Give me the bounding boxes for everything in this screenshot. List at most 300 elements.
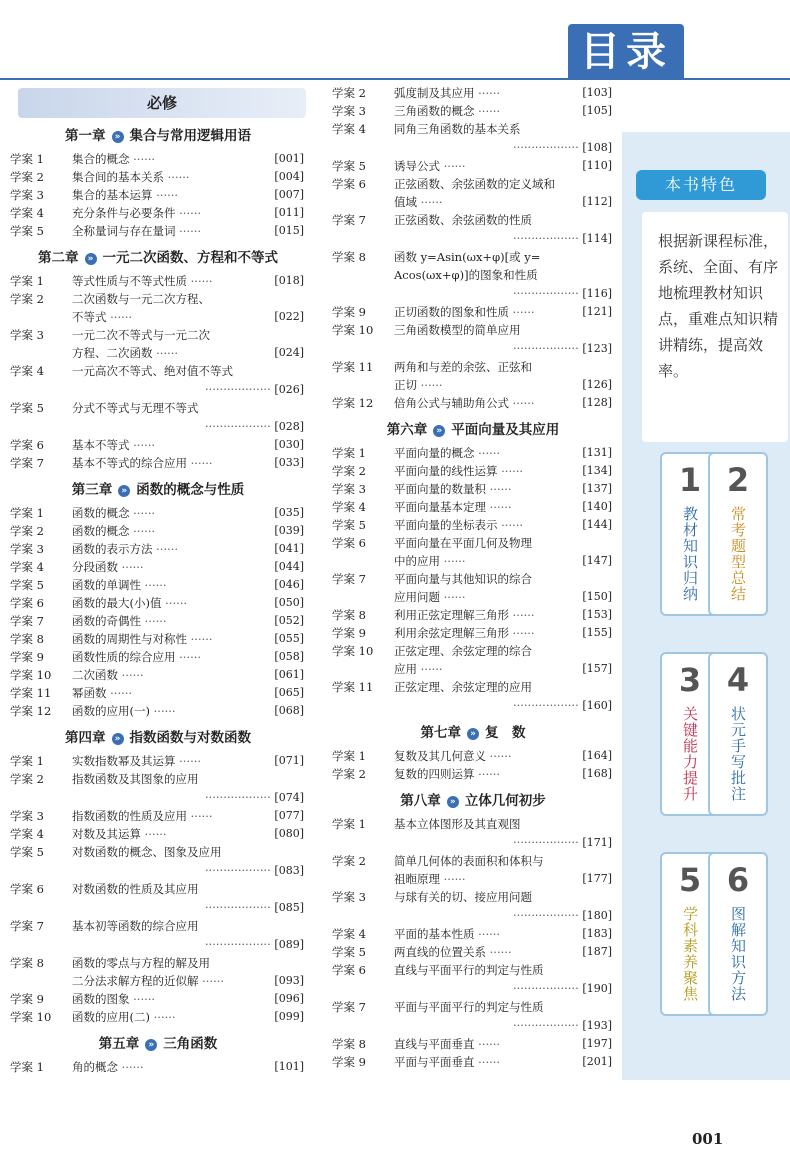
entry-label: 学案 10 xyxy=(10,1010,52,1024)
entry-page: [153] xyxy=(582,608,612,621)
entry-page-line xyxy=(394,229,612,248)
entry-page-line xyxy=(72,898,304,917)
entry-title-line xyxy=(394,444,612,462)
entry-title: 函数的奇偶性 xyxy=(72,614,141,628)
entry-page: [035] xyxy=(274,506,304,519)
entry-page: [190] xyxy=(582,982,612,995)
toc-entry xyxy=(332,102,614,120)
entry-title: 平面向量与其他知识的综合 xyxy=(394,572,532,586)
entry-title-line xyxy=(394,248,612,266)
entry-page: [140] xyxy=(582,500,612,513)
toc-entry xyxy=(332,480,614,498)
dot-leader: ······ xyxy=(474,86,501,100)
entry-page-line xyxy=(72,788,304,807)
entry-title: 平面向量的概念 xyxy=(394,446,475,460)
badge-number: 1 xyxy=(678,461,702,499)
entry-title: 平面向量在平面几何及物理 xyxy=(394,536,532,550)
entry-title: 复数及其几何意义 xyxy=(394,749,486,763)
entry-page: [193] xyxy=(582,1019,612,1032)
dot-leader: ·················· xyxy=(204,900,275,914)
dot-leader: ·················· xyxy=(204,937,275,951)
entry-page: [039] xyxy=(274,524,304,537)
entry-page: [103] xyxy=(582,86,612,99)
entry-title-line xyxy=(394,570,612,588)
entry-page: [128] xyxy=(582,396,612,409)
entry-label: 学案 2 xyxy=(332,854,366,868)
toc-entry xyxy=(10,399,306,436)
entry-page-line xyxy=(72,935,304,954)
entry-title-line xyxy=(72,344,304,362)
entry-title-line xyxy=(394,747,612,765)
chapter-number: 第七章 xyxy=(420,725,461,741)
chapter-number: 第八章 xyxy=(400,793,441,809)
entry-page: [061] xyxy=(274,668,304,681)
chapter-arrow-icon: » xyxy=(112,131,124,143)
entry-page: [085] xyxy=(274,901,304,914)
entry-page: [041] xyxy=(274,542,304,555)
entry-label: 学案 3 xyxy=(10,188,44,202)
entry-label: 学案 1 xyxy=(332,446,366,460)
dot-leader: ······ xyxy=(106,686,133,700)
entry-label: 学案 6 xyxy=(10,438,44,452)
entry-title: 正弦函数、余弦函数的性质 xyxy=(394,213,532,227)
dot-leader: ······ xyxy=(187,456,213,470)
entry-label: 学案 4 xyxy=(332,122,366,136)
entry-label: 学案 7 xyxy=(332,1000,366,1014)
entry-title-line xyxy=(394,1053,612,1071)
entry-label: 学案 9 xyxy=(10,992,44,1006)
entry-page: [030] xyxy=(274,438,304,451)
entry-title-line xyxy=(72,186,304,204)
entry-title-line xyxy=(72,290,304,308)
badge-number: 2 xyxy=(726,461,750,499)
toc-entry xyxy=(10,825,306,843)
chapter-heading xyxy=(332,789,614,809)
dot-leader: ······ xyxy=(509,396,535,410)
dot-leader: ······ xyxy=(175,650,202,664)
dot-leader: ······ xyxy=(198,974,225,988)
entry-page: [183] xyxy=(582,927,612,940)
toc-entry xyxy=(332,815,614,852)
entry-title-line xyxy=(72,308,304,326)
entry-title: 分段函数 xyxy=(72,560,118,574)
entry-title-line xyxy=(394,120,612,138)
entry-page: [187] xyxy=(582,945,612,958)
toc-entry xyxy=(10,504,306,522)
entry-title-line xyxy=(394,870,612,888)
toc-entry xyxy=(10,558,306,576)
entry-title-line xyxy=(72,454,304,472)
toc-entry xyxy=(10,436,306,454)
entry-page: [164] xyxy=(582,749,612,762)
entry-page: [099] xyxy=(274,1010,304,1023)
entry-title: 二次函数 xyxy=(72,668,118,682)
entry-title-line xyxy=(72,168,304,186)
toc-entry xyxy=(10,540,306,558)
entry-label: 学案 11 xyxy=(332,680,374,694)
entry-title: 集合间的基本关系 xyxy=(72,170,164,184)
entry-page: [001] xyxy=(274,152,304,165)
toc-entry xyxy=(10,648,306,666)
badge-text: 状元手写批注 xyxy=(729,706,747,802)
entry-title-line xyxy=(72,954,304,972)
entry-label: 学案 10 xyxy=(10,668,52,682)
entry-title: 值域 xyxy=(394,195,417,209)
entry-title-line xyxy=(72,222,304,240)
chapter-title: 立体几何初步 xyxy=(464,793,546,809)
entry-title-line xyxy=(72,648,304,666)
dot-leader: ······ xyxy=(497,464,524,478)
chapter-heading xyxy=(332,418,614,438)
dot-leader: ······ xyxy=(106,310,133,324)
entry-title-line xyxy=(72,612,304,630)
entry-page: [074] xyxy=(274,791,304,804)
toc-entry xyxy=(10,630,306,648)
entry-title-line xyxy=(72,630,304,648)
toc-entry xyxy=(332,570,614,606)
page-number: 001 xyxy=(692,1130,724,1148)
chapter-heading xyxy=(10,246,306,266)
dot-leader: ······ xyxy=(474,446,501,460)
entry-page-line xyxy=(72,861,304,880)
toc-entry xyxy=(332,998,614,1035)
entry-page: [077] xyxy=(274,809,304,822)
entry-label: 学案 8 xyxy=(332,1037,366,1051)
entry-page-line xyxy=(72,380,304,399)
toc-entry xyxy=(10,843,306,880)
entry-title: 正切 xyxy=(394,378,417,392)
entry-title: 分式不等式与无理不等式 xyxy=(72,401,199,415)
entry-title-line xyxy=(394,480,612,498)
entry-page: [201] xyxy=(582,1055,612,1068)
toc-entry xyxy=(10,880,306,917)
dot-leader: ······ xyxy=(187,809,213,823)
entry-title: 正弦定理、余弦定理的综合 xyxy=(394,644,532,658)
entry-title: 一元二次不等式与一元二次 xyxy=(72,328,210,342)
entry-title: 倍角公式与辅助角公式 xyxy=(394,396,509,410)
dot-leader: ·················· xyxy=(512,981,583,995)
toc-entry xyxy=(332,444,614,462)
entry-label: 学案 1 xyxy=(10,152,44,166)
toc-entry xyxy=(332,211,614,248)
entry-title-line xyxy=(72,272,304,290)
chapter-heading xyxy=(332,721,614,741)
chapter-title: 一元二次函数、方程和不等式 xyxy=(102,250,278,266)
entry-title: 祖暅原理 xyxy=(394,872,440,886)
toc-entry xyxy=(10,326,306,362)
entry-title-line xyxy=(394,84,612,102)
entry-page-line xyxy=(394,833,612,852)
chapter-title: 指数函数与对数函数 xyxy=(129,730,251,746)
entry-label: 学案 3 xyxy=(332,890,366,904)
dot-leader: ······ xyxy=(440,159,466,173)
chapter-title: 三角函数 xyxy=(163,1036,218,1052)
toc-mid-column xyxy=(332,84,614,1071)
dot-leader: ······ xyxy=(417,195,443,209)
chapter-arrow-icon: » xyxy=(118,485,130,497)
entry-page: [007] xyxy=(274,188,304,201)
entry-title: 平面与平面平行的判定与性质 xyxy=(394,1000,544,1014)
entry-title: 等式性质与不等式性质 xyxy=(72,274,187,288)
entry-label: 学案 11 xyxy=(10,686,52,700)
entry-title: 平面向量的数量积 xyxy=(394,482,486,496)
entry-label: 学案 1 xyxy=(10,1060,44,1074)
entry-title-line xyxy=(72,917,304,935)
toc-entry xyxy=(332,516,614,534)
entry-page: [089] xyxy=(274,938,304,951)
toc-entry xyxy=(332,765,614,783)
dot-leader: ······ xyxy=(175,224,202,238)
chapter-arrow-icon: » xyxy=(145,1039,157,1051)
entry-page: [197] xyxy=(582,1037,612,1050)
badge-text: 教材知识归纳 xyxy=(681,506,699,602)
entry-title: 函数的图象 xyxy=(72,992,130,1006)
toc-entry xyxy=(332,84,614,102)
entry-label: 学案 3 xyxy=(10,328,44,342)
entry-label: 学案 3 xyxy=(10,809,44,823)
entry-title-line xyxy=(72,1058,304,1076)
entry-title: 直线与平面平行的判定与性质 xyxy=(394,963,544,977)
entry-title-line xyxy=(394,175,612,193)
entry-title: 函数的周期性与对称性 xyxy=(72,632,187,646)
dot-leader: ······ xyxy=(152,188,179,202)
entry-title-line xyxy=(72,702,304,720)
chapter-number: 第四章 xyxy=(65,730,106,746)
entry-page: [024] xyxy=(274,346,304,359)
dot-leader: ·················· xyxy=(512,835,583,849)
entry-title: 函数的最大(小)值 xyxy=(72,596,162,610)
dot-leader: ······ xyxy=(118,1060,144,1074)
entry-title: 两角和与差的余弦、正弦和 xyxy=(394,360,532,374)
entry-title: 简单几何体的表面积和体积与 xyxy=(394,854,544,868)
entry-label: 学案 6 xyxy=(332,177,366,191)
entry-title-line xyxy=(394,516,612,534)
entry-title-line xyxy=(394,888,612,906)
toc-entry xyxy=(10,150,306,168)
entry-title: 平面与平面垂直 xyxy=(394,1055,475,1069)
entry-title: 函数的零点与方程的解及用 xyxy=(72,956,210,970)
entry-title-line xyxy=(394,303,612,321)
dot-leader: ······ xyxy=(497,518,524,532)
entry-title-line xyxy=(72,576,304,594)
dot-leader: ······ xyxy=(187,274,213,288)
entry-page: [071] xyxy=(274,754,304,767)
entry-title-line xyxy=(394,624,612,642)
dot-leader: ······ xyxy=(440,872,466,886)
dot-leader: ······ xyxy=(129,992,156,1006)
entry-page: [080] xyxy=(274,827,304,840)
chapter-arrow-icon: » xyxy=(467,728,479,740)
toc-entry xyxy=(332,678,614,715)
entry-label: 学案 7 xyxy=(10,456,44,470)
toc-entry xyxy=(10,362,306,399)
entry-title-line xyxy=(394,1035,612,1053)
dot-leader: ······ xyxy=(152,542,179,556)
toc-entry xyxy=(10,594,306,612)
page-title: 目录 xyxy=(568,24,684,80)
entry-label: 学案 4 xyxy=(332,927,366,941)
entry-label: 学案 5 xyxy=(10,578,44,592)
entry-page: [144] xyxy=(582,518,612,531)
toc-entry xyxy=(332,321,614,358)
entry-label: 学案 1 xyxy=(332,817,366,831)
entry-title: 三角函数的概念 xyxy=(394,104,475,118)
dot-leader: ·················· xyxy=(204,419,275,433)
chapter-arrow-icon: » xyxy=(447,796,459,808)
entry-title-line xyxy=(394,852,612,870)
entry-title: 函数的概念 xyxy=(72,506,130,520)
badge-text: 图解知识方法 xyxy=(729,906,747,1002)
entry-page: [083] xyxy=(274,864,304,877)
dot-leader: ······ xyxy=(417,662,443,676)
entry-label: 学案 10 xyxy=(332,323,374,337)
toc-entry xyxy=(332,358,614,394)
entry-title: 全称量词与存在量词 xyxy=(72,224,176,238)
badge-text: 常考题型总结 xyxy=(729,506,747,602)
entry-page-line xyxy=(394,696,612,715)
dot-leader: ·················· xyxy=(512,231,583,245)
entry-page: [068] xyxy=(274,704,304,717)
entry-title-line xyxy=(72,1008,304,1026)
entry-title: 两直线的位置关系 xyxy=(394,945,486,959)
entry-label: 学案 7 xyxy=(10,919,44,933)
dot-leader: ······ xyxy=(129,524,156,538)
entry-label: 学案 7 xyxy=(332,213,366,227)
chapter-heading xyxy=(10,1032,306,1052)
dot-leader: ······ xyxy=(152,346,179,360)
toc-entry xyxy=(332,1035,614,1053)
entry-label: 学案 3 xyxy=(10,542,44,556)
dot-leader: ······ xyxy=(474,1055,501,1069)
entry-title-line xyxy=(394,961,612,979)
chapter-title: 集合与常用逻辑用语 xyxy=(129,128,251,144)
entry-title: 正弦函数、余弦函数的定义域和 xyxy=(394,177,555,191)
entry-title-line xyxy=(72,326,304,344)
entry-title-line xyxy=(394,321,612,339)
toc-entry xyxy=(10,186,306,204)
dot-leader: ·················· xyxy=(204,863,275,877)
entry-title: 对数函数的性质及其应用 xyxy=(72,882,199,896)
chapter-number: 第六章 xyxy=(386,422,428,438)
entry-page: [123] xyxy=(582,342,612,355)
toc-entry xyxy=(332,606,614,624)
toc-left-column xyxy=(10,84,306,1076)
toc-entry xyxy=(332,943,614,961)
entry-label: 学案 6 xyxy=(332,963,366,977)
toc-entry xyxy=(10,954,306,990)
chapter-arrow-icon: » xyxy=(112,733,124,745)
entry-title: 函数的概念 xyxy=(72,524,130,538)
entry-title: 平面的基本性质 xyxy=(394,927,475,941)
feature-badge xyxy=(708,652,768,816)
entry-page: [108] xyxy=(582,141,612,154)
section-banner: 必修 xyxy=(18,88,306,118)
entry-title-line xyxy=(72,540,304,558)
chapter-number: 第三章 xyxy=(71,482,113,498)
chapter-heading xyxy=(10,124,306,144)
toc-entry xyxy=(332,157,614,175)
entry-title: 集合的概念 xyxy=(72,152,130,166)
chapter-title: 平面向量及其应用 xyxy=(451,422,560,438)
entry-title-line xyxy=(394,157,612,175)
entry-label: 学案 2 xyxy=(332,86,366,100)
chapter-list-mid xyxy=(332,84,614,1071)
entry-page: [150] xyxy=(582,590,612,603)
dot-leader: ······ xyxy=(118,668,144,682)
feature-badge xyxy=(708,452,768,616)
dot-leader: ······ xyxy=(161,596,188,610)
entry-page-line xyxy=(394,138,612,157)
entry-title: 利用余弦定理解三角形 xyxy=(394,626,509,640)
entry-page: [044] xyxy=(274,560,304,573)
entry-title: 平面向量基本定理 xyxy=(394,500,486,514)
entry-page: [160] xyxy=(582,699,612,712)
entry-title-line xyxy=(394,498,612,516)
feature-badge xyxy=(708,852,768,1016)
entry-title-line xyxy=(394,266,612,284)
entry-title-line xyxy=(394,358,612,376)
entry-label: 学案 8 xyxy=(10,632,44,646)
entry-label: 学案 5 xyxy=(10,401,44,415)
entry-label: 学案 9 xyxy=(332,1055,366,1069)
entry-title-line xyxy=(394,943,612,961)
entry-title-line xyxy=(394,394,612,412)
entry-label: 学案 7 xyxy=(332,572,366,586)
dot-leader: ······ xyxy=(164,170,190,184)
dot-leader: ······ xyxy=(175,754,202,768)
entry-title-line xyxy=(72,972,304,990)
entry-label: 学案 9 xyxy=(332,305,366,319)
entry-page: [121] xyxy=(582,305,612,318)
entry-page: [155] xyxy=(582,626,612,639)
entry-page: [131] xyxy=(582,446,612,459)
entry-label: 学案 10 xyxy=(332,644,374,658)
entry-label: 学案 1 xyxy=(332,749,366,763)
entry-title-line xyxy=(72,362,304,380)
entry-label: 学案 6 xyxy=(332,536,366,550)
entry-title: 幂函数 xyxy=(72,686,107,700)
dot-leader: ·················· xyxy=(512,908,583,922)
entry-title: 对数及其运算 xyxy=(72,827,141,841)
dot-leader: ······ xyxy=(474,927,501,941)
dot-leader: ······ xyxy=(141,614,167,628)
dot-leader: ······ xyxy=(509,626,535,640)
toc-entry xyxy=(10,290,306,326)
entry-title: 三角函数模型的简单应用 xyxy=(394,323,521,337)
toc-entry xyxy=(10,1008,306,1026)
entry-page: [018] xyxy=(274,274,304,287)
entry-title-line xyxy=(394,606,612,624)
toc-entry xyxy=(332,534,614,570)
entry-page: [028] xyxy=(274,420,304,433)
entry-title: 同角三角函数的基本关系 xyxy=(394,122,521,136)
toc-entry xyxy=(332,925,614,943)
entry-title: 函数 y=Asin(ωx+φ)[或 y= xyxy=(394,250,541,264)
entry-page: [177] xyxy=(582,872,612,885)
dot-leader: ······ xyxy=(149,1010,176,1024)
entry-title-line xyxy=(72,807,304,825)
chapter-arrow-icon: » xyxy=(433,425,445,437)
entry-label: 学案 4 xyxy=(10,206,44,220)
entry-label: 学案 1 xyxy=(10,506,44,520)
entry-title-line xyxy=(72,504,304,522)
dot-leader: ······ xyxy=(474,1037,501,1051)
entry-page-line xyxy=(394,979,612,998)
chapter-number: 第二章 xyxy=(38,250,79,266)
dot-leader: ······ xyxy=(417,378,443,392)
entry-label: 学案 1 xyxy=(10,754,44,768)
toc-entry xyxy=(10,454,306,472)
